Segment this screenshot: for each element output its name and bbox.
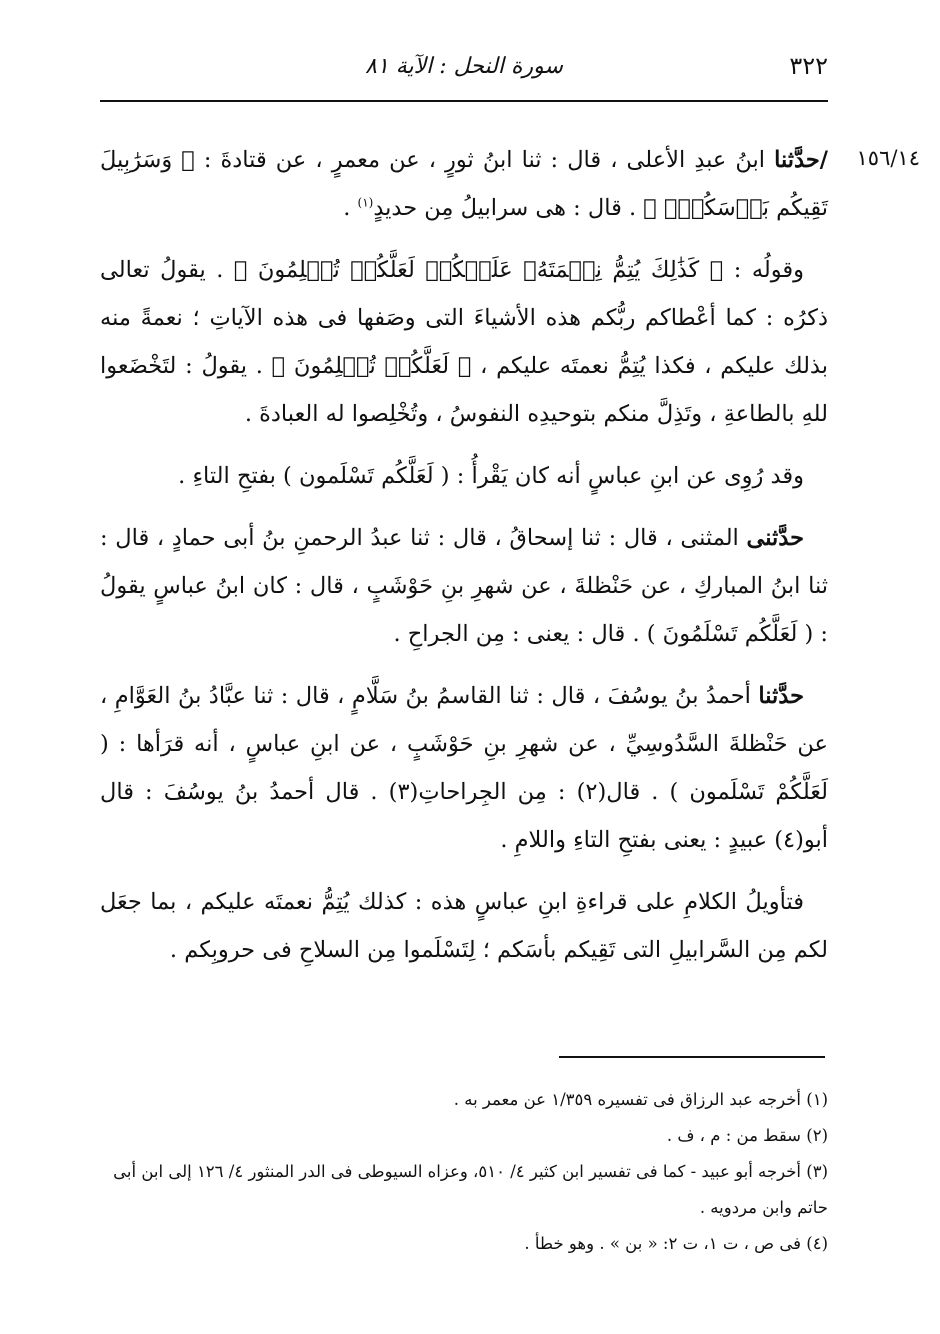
- page-header: [100, 52, 828, 102]
- footnotes: [100, 1082, 828, 1262]
- footnote: (٤) فى ص ، ت ١، ت ٢: « بن » . وهو خطأ .: [524, 1234, 828, 1253]
- footnote: (١) أخرجه عبد الرزاق فى تفسيره ١/٣٥٩ عن معمر به .: [453, 1090, 828, 1109]
- footnote-separator: [559, 1056, 825, 1058]
- paragraph-text: أحمدُ بنُ يوسُفَ ، قال : ثنا القاسمُ بنُ سَلَّامٍ ، قال : ثنا عبَّادُ بنُ العَوَّامِ ، عن حَنْظلةَ السَّدُوسِيِّ ، عن شهرِ بنِ حَوْشَبٍ ، عن ابنِ عباسٍ ، أنه قرَأها : ( لَعَلَّكُمْ تَسْلَمون ) . قال(٢) : مِن الجِراحاتِ(٣) . قال أحمدُ بنُ يوسُفَ : قال أبو(٤) عبيدٍ : يعنى بفتحِ التاءِ واللامِ .: [100, 683, 828, 853]
- paragraph-tail: .: [343, 195, 358, 221]
- paragraph-text: وقولُه : ﴿ كَذَٰلِكَ يُتِمُّ نِعۡمَتَهُۥ عَلَيۡكُمۡ لَعَلَّكُمۡ تُسۡلِمُونَ ﴾ . يقولُ تعالى ذكرُه : كما أعْطاكم ربُّكم هذه الأشياءَ التى وصَفها فى هذه الآياتِ ؛ نعمةً منه بذلك عليكم ، فكذا يُتِمُّ نعمتَه عليكم ، ﴿ لَعَلَّكُمۡ تُسۡلِمُونَ ﴾ . يقولُ : لتَخْضَعوا للهِ بالطاعةِ ، وتَذِلَّ منكم بتوحيدِه النفوسُ ، وتُخْلِصوا له العبادةَ .: [100, 257, 828, 427]
- footnote-marker: (١): [357, 195, 374, 210]
- page-number: ٣٢٢: [789, 52, 828, 80]
- footnote: (٣) أخرجه أبو عبيد - كما فى تفسير ابن كثير ٤/ ٥١٠، وعزاه السيوطى فى الدر المنثور ٤/ ١٢٦ إلى ابن أبى حاتم وابن مردويه .: [113, 1162, 828, 1217]
- paragraph-text: فتأويلُ الكلامِ على قراءةِ ابنِ عباسٍ هذه : كذلك يُتِمُّ نعمتَه عليكم ، بما جعَل لكم مِن السَّرابيلِ التى تَقِيكم بأسَكم ؛ لِتَسْلَموا مِن السلاحِ فى حروبِكم .: [100, 889, 828, 963]
- paragraph: [100, 452, 828, 500]
- paragraph: [100, 672, 828, 864]
- paragraph-text: وقد رُوِى عن ابنِ عباسٍ أنه كان يَقْرأُ : ( لَعَلَّكُم تَسْلَمون ) بفتحِ التاءِ .: [178, 463, 804, 489]
- running-title: سورة النحل : الآية ٨١: [365, 54, 563, 79]
- paragraph-lead: حدَّثنا: [758, 683, 804, 709]
- margin-reference: ١٥٦/١٤: [856, 146, 920, 170]
- paragraph-lead: /حدَّثنا: [774, 147, 828, 173]
- paragraph: [100, 514, 828, 658]
- main-text: [100, 136, 828, 988]
- paragraph-text: ابنُ عبدِ الأعلى ، قال : ثنا ابنُ ثورٍ ، عن معمرٍ ، عن قتادةَ : ﴿ وَسَرَٰبِيلَ تَقِيكُم بَأۡسَكُمۡۚ ﴾ . قال : هى سرابيلُ مِن حديدٍ: [100, 147, 828, 221]
- paragraph: [100, 246, 828, 438]
- paragraph-lead: حدَّثنى: [746, 525, 805, 551]
- footnote: (٢) سقط من : م ، ف .: [666, 1126, 828, 1145]
- paragraph-text: المثنى ، قال : ثنا إسحاقُ ، قال : ثنا عبدُ الرحمنِ بنُ أبى حمادٍ ، قال : ثنا ابنُ المباركِ ، عن حَنْظلةَ ، عن شهرِ بنِ حَوْشَبٍ ، قال : كان ابنُ عباسٍ يقولُ : ( لَعَلَّكُم تَسْلَمُونَ ) . قال : يعنى : مِن الجراحِ .: [100, 525, 828, 647]
- paragraph: [100, 136, 828, 232]
- paragraph: [100, 878, 828, 974]
